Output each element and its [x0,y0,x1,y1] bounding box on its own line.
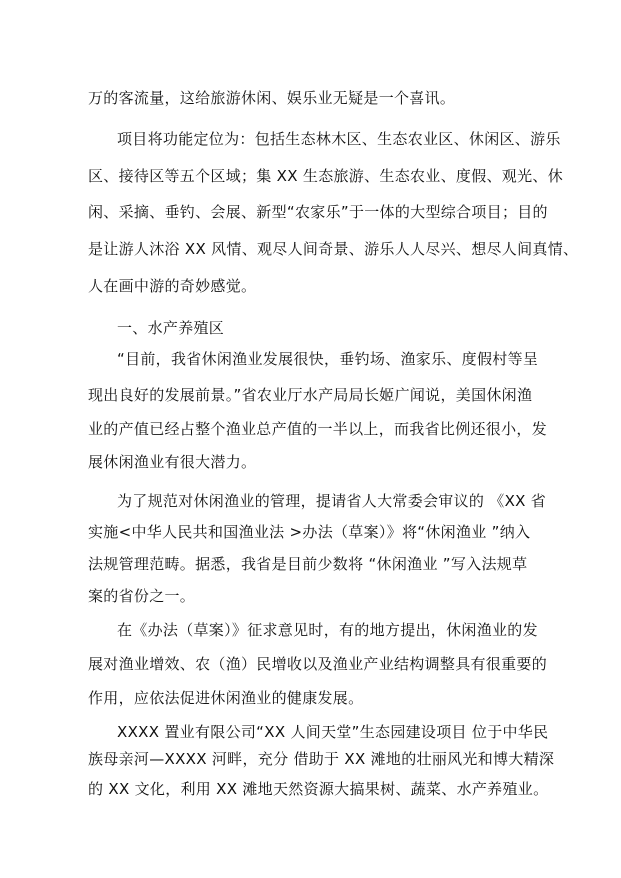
section-heading: 一、水产养殖区 [117,319,225,337]
text-line: 族母亲河—XXXX 河畔，充分 借助于 XX 滩地的壮丽风光和博大精深 [88,750,555,768]
text-line: 法规管理范畴。据悉，我省是目前少数将 “休闲渔业 ”写入法规草 [88,555,528,573]
text-line: 案的省份之一。 [88,587,196,605]
text-line: 业的产值已经占整个渔业总产值的一半以上，而我省比例还很小，发 [88,420,548,438]
text-line: 人在画中游的奇妙感觉。 [88,277,257,295]
text-line: 区、接待区等五个区域；集 XX 生态旅游、生态农业、度假、观光、休 [88,167,563,185]
text-line: 作用，应依法促进休闲渔业的健康发展。 [88,689,364,707]
paragraph-start-line: “目前，我省休闲渔业发展很快，垂钓场、渔家乐、度假村等呈 [117,350,539,368]
text-line: 的 XX 文化，利用 XX 滩地天然资源大搞果树、蔬菜、水产养殖业。 [88,780,549,798]
paragraph-start-line: 为了规范对休闲渔业的管理，提请省人大常委会审议的 《XX 省 [117,492,547,510]
paragraph-start-line: 在《办法（草案）》征求意见时，有的地方提出，休闲渔业的发 [117,621,538,639]
paragraph-start-line: XXXX 置业有限公司“XX 人间天堂”生态园建设项目 位于中华民 [117,723,549,741]
text-line: 闲、采摘、垂钓、会展、新型“农家乐”于一体的大型综合项目；目的 [88,203,548,221]
text-line: 实施<中华人民共和国渔业法 >办法（草案）》将“休闲渔业 ”纳入 [88,523,531,541]
text-line: 现出良好的发展前景。”省农业厅水产局局长姬广闻说，美国休闲渔 [88,386,533,404]
text-line: 展休闲渔业有很大潜力。 [88,453,257,471]
text-line: 万的客流量，这给旅游休闲、娱乐业无疑是一个喜讯。 [88,89,456,107]
paragraph-start-line: 项目将功能定位为：包括生态林木区、生态农业区、休闲区、游乐 [117,130,561,148]
text-line: 是让游人沐浴 XX 风情、观尽人间奇景、游乐人人尽兴、想尽人间真情、 [88,240,579,258]
text-line: 展对渔业增效、农（渔）民增收以及渔业产业结构调整具有很重要的 [88,655,548,673]
